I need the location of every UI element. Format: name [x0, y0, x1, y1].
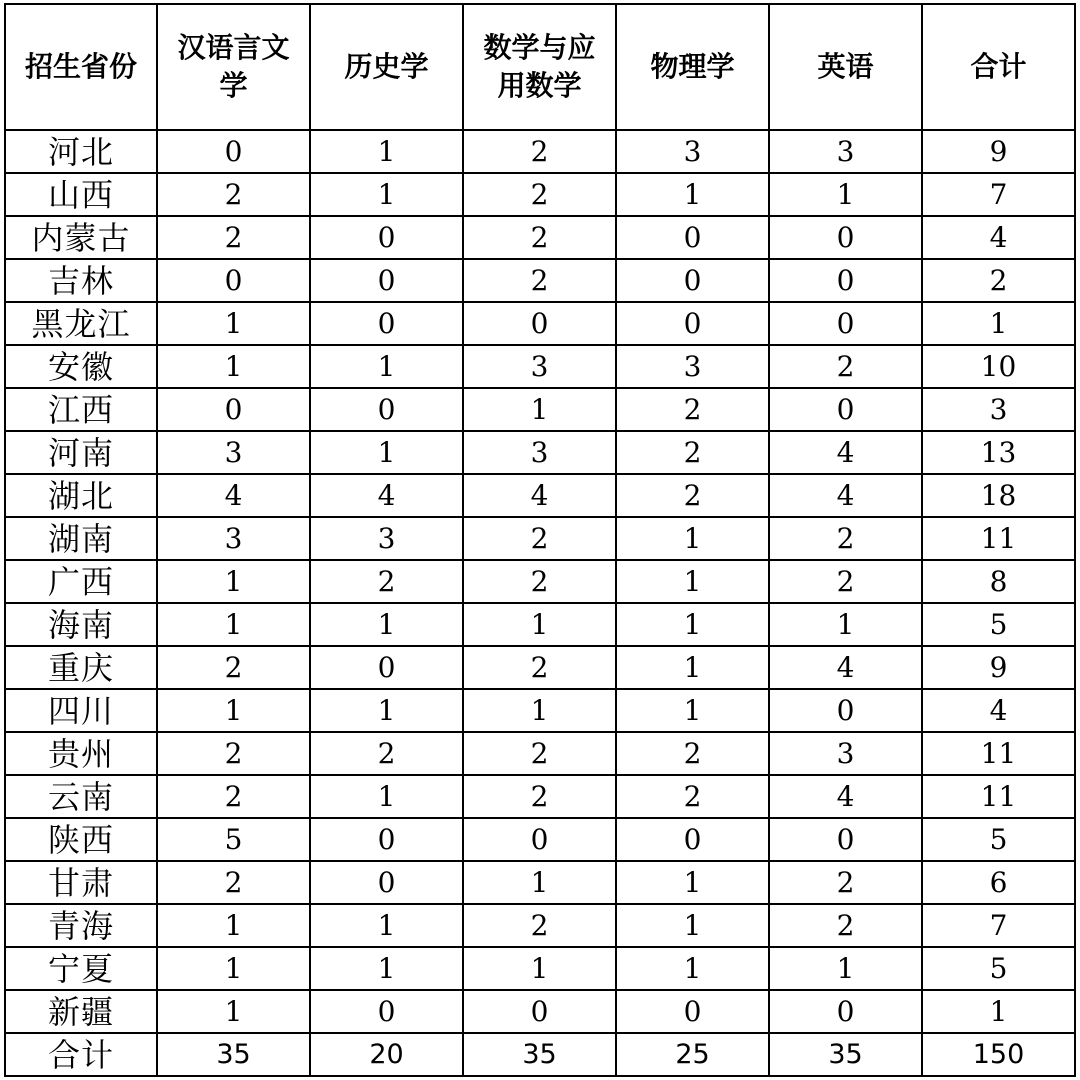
count-cell: 0	[769, 818, 922, 861]
count-cell: 1	[157, 947, 310, 990]
count-cell: 35	[463, 1033, 616, 1076]
count-cell: 1	[157, 302, 310, 345]
header-row	[5, 4, 1075, 130]
row-total-cell: 13	[922, 431, 1075, 474]
count-cell: 5	[157, 818, 310, 861]
province-cell: 安徽	[5, 345, 157, 388]
count-cell: 1	[157, 560, 310, 603]
count-cell: 2	[157, 216, 310, 259]
count-cell: 0	[310, 216, 463, 259]
count-cell: 2	[463, 904, 616, 947]
province-cell: 河北	[5, 130, 157, 173]
count-cell: 0	[769, 302, 922, 345]
table-row	[5, 173, 1075, 216]
header-cell-chinese-literature: 汉语言文学	[157, 4, 310, 130]
count-cell: 0	[310, 388, 463, 431]
count-cell: 2	[769, 517, 922, 560]
count-cell: 1	[616, 560, 769, 603]
count-cell: 0	[616, 302, 769, 345]
row-total-cell: 4	[922, 689, 1075, 732]
count-cell: 3	[769, 130, 922, 173]
count-cell: 1	[157, 345, 310, 388]
row-total-cell: 2	[922, 259, 1075, 302]
count-cell: 2	[769, 861, 922, 904]
row-total-cell: 5	[922, 818, 1075, 861]
table-body	[5, 130, 1075, 1076]
count-cell: 1	[310, 603, 463, 646]
row-total-cell: 6	[922, 861, 1075, 904]
count-cell: 4	[769, 775, 922, 818]
province-cell: 青海	[5, 904, 157, 947]
row-total-cell: 11	[922, 775, 1075, 818]
province-cell: 湖北	[5, 474, 157, 517]
province-cell: 黑龙江	[5, 302, 157, 345]
count-cell: 0	[157, 130, 310, 173]
row-total-cell: 9	[922, 130, 1075, 173]
province-cell: 陕西	[5, 818, 157, 861]
province-cell: 江西	[5, 388, 157, 431]
count-cell: 0	[310, 861, 463, 904]
province-cell: 广西	[5, 560, 157, 603]
count-cell: 1	[616, 947, 769, 990]
table-row	[5, 302, 1075, 345]
count-cell: 1	[157, 603, 310, 646]
enrollment-table	[4, 3, 1076, 1077]
count-cell: 35	[157, 1033, 310, 1076]
count-cell: 0	[310, 646, 463, 689]
count-cell: 0	[157, 259, 310, 302]
table-row	[5, 431, 1075, 474]
count-cell: 4	[463, 474, 616, 517]
count-cell: 0	[769, 689, 922, 732]
count-cell: 0	[463, 302, 616, 345]
header-cell-english: 英语	[769, 4, 922, 130]
count-cell: 2	[310, 560, 463, 603]
count-cell: 0	[310, 818, 463, 861]
header-cell-mathematics: 数学与应用数学	[463, 4, 616, 130]
count-cell: 1	[310, 775, 463, 818]
province-cell: 四川	[5, 689, 157, 732]
count-cell: 4	[769, 431, 922, 474]
province-cell: 甘肃	[5, 861, 157, 904]
count-cell: 3	[463, 345, 616, 388]
count-cell: 2	[463, 216, 616, 259]
count-cell: 2	[310, 732, 463, 775]
count-cell: 0	[310, 302, 463, 345]
total-row	[5, 1033, 1075, 1076]
count-cell: 1	[310, 130, 463, 173]
count-cell: 4	[769, 474, 922, 517]
count-cell: 3	[769, 732, 922, 775]
province-cell: 重庆	[5, 646, 157, 689]
row-total-cell: 5	[922, 947, 1075, 990]
row-total-cell: 7	[922, 904, 1075, 947]
count-cell: 1	[616, 689, 769, 732]
header-cell-total: 合计	[922, 4, 1075, 130]
count-cell: 4	[157, 474, 310, 517]
count-cell: 3	[157, 517, 310, 560]
table-row	[5, 603, 1075, 646]
count-cell: 2	[157, 861, 310, 904]
count-cell: 2	[463, 130, 616, 173]
count-cell: 2	[616, 431, 769, 474]
province-cell: 湖南	[5, 517, 157, 560]
count-cell: 0	[463, 818, 616, 861]
count-cell: 1	[157, 689, 310, 732]
count-cell: 1	[463, 603, 616, 646]
header-cell-physics: 物理学	[616, 4, 769, 130]
province-cell: 贵州	[5, 732, 157, 775]
table-row	[5, 904, 1075, 947]
count-cell: 1	[310, 431, 463, 474]
count-cell: 2	[157, 775, 310, 818]
count-cell: 1	[463, 388, 616, 431]
count-cell: 0	[769, 388, 922, 431]
row-total-cell: 9	[922, 646, 1075, 689]
table-row	[5, 990, 1075, 1033]
count-cell: 1	[463, 689, 616, 732]
row-total-cell: 10	[922, 345, 1075, 388]
row-total-cell: 1	[922, 302, 1075, 345]
count-cell: 1	[463, 947, 616, 990]
count-cell: 2	[463, 173, 616, 216]
table-row	[5, 345, 1075, 388]
province-cell: 山西	[5, 173, 157, 216]
count-cell: 0	[769, 259, 922, 302]
count-cell: 1	[310, 904, 463, 947]
row-total-cell: 150	[922, 1033, 1075, 1076]
row-total-cell: 3	[922, 388, 1075, 431]
count-cell: 1	[769, 173, 922, 216]
count-cell: 2	[616, 474, 769, 517]
count-cell: 20	[310, 1033, 463, 1076]
province-cell: 宁夏	[5, 947, 157, 990]
table-row	[5, 388, 1075, 431]
count-cell: 1	[616, 517, 769, 560]
count-cell: 1	[616, 646, 769, 689]
count-cell: 2	[463, 259, 616, 302]
count-cell: 2	[463, 646, 616, 689]
count-cell: 2	[157, 732, 310, 775]
row-total-cell: 5	[922, 603, 1075, 646]
count-cell: 1	[616, 861, 769, 904]
count-cell: 1	[157, 904, 310, 947]
count-cell: 2	[769, 345, 922, 388]
count-cell: 25	[616, 1033, 769, 1076]
count-cell: 0	[616, 818, 769, 861]
row-total-cell: 1	[922, 990, 1075, 1033]
count-cell: 1	[769, 603, 922, 646]
table-row	[5, 947, 1075, 990]
count-cell: 3	[157, 431, 310, 474]
header-cell-history: 历史学	[310, 4, 463, 130]
count-cell: 1	[310, 345, 463, 388]
province-cell: 合计	[5, 1033, 157, 1076]
table-row	[5, 818, 1075, 861]
count-cell: 2	[157, 646, 310, 689]
count-cell: 0	[463, 990, 616, 1033]
count-cell: 0	[310, 990, 463, 1033]
count-cell: 1	[769, 947, 922, 990]
province-cell: 新疆	[5, 990, 157, 1033]
table-row	[5, 732, 1075, 775]
row-total-cell: 11	[922, 732, 1075, 775]
table-row	[5, 560, 1075, 603]
count-cell: 1	[310, 173, 463, 216]
province-cell: 云南	[5, 775, 157, 818]
count-cell: 35	[769, 1033, 922, 1076]
table-row	[5, 517, 1075, 560]
count-cell: 0	[616, 990, 769, 1033]
count-cell: 4	[769, 646, 922, 689]
count-cell: 1	[310, 689, 463, 732]
count-cell: 2	[616, 775, 769, 818]
count-cell: 1	[310, 947, 463, 990]
count-cell: 2	[463, 775, 616, 818]
table-header	[5, 4, 1075, 130]
count-cell: 2	[616, 732, 769, 775]
row-total-cell: 8	[922, 560, 1075, 603]
count-cell: 3	[616, 130, 769, 173]
count-cell: 2	[157, 173, 310, 216]
table-row	[5, 775, 1075, 818]
table-row	[5, 259, 1075, 302]
province-cell: 内蒙古	[5, 216, 157, 259]
count-cell: 1	[616, 173, 769, 216]
count-cell: 2	[769, 904, 922, 947]
province-cell: 吉林	[5, 259, 157, 302]
count-cell: 0	[769, 216, 922, 259]
count-cell: 0	[157, 388, 310, 431]
table-row	[5, 861, 1075, 904]
table-row	[5, 646, 1075, 689]
count-cell: 3	[463, 431, 616, 474]
header-cell-province: 招生省份	[5, 4, 157, 130]
row-total-cell: 11	[922, 517, 1075, 560]
count-cell: 1	[463, 861, 616, 904]
row-total-cell: 4	[922, 216, 1075, 259]
count-cell: 2	[463, 732, 616, 775]
table-row	[5, 689, 1075, 732]
count-cell: 1	[157, 990, 310, 1033]
table-row	[5, 474, 1075, 517]
row-total-cell: 18	[922, 474, 1075, 517]
count-cell: 0	[616, 216, 769, 259]
count-cell: 3	[310, 517, 463, 560]
count-cell: 2	[463, 560, 616, 603]
province-cell: 海南	[5, 603, 157, 646]
count-cell: 4	[310, 474, 463, 517]
count-cell: 1	[616, 603, 769, 646]
table-row	[5, 216, 1075, 259]
count-cell: 2	[463, 517, 616, 560]
count-cell: 2	[616, 388, 769, 431]
count-cell: 0	[769, 990, 922, 1033]
row-total-cell: 7	[922, 173, 1075, 216]
province-cell: 河南	[5, 431, 157, 474]
count-cell: 3	[616, 345, 769, 388]
count-cell: 0	[616, 259, 769, 302]
count-cell: 0	[310, 259, 463, 302]
count-cell: 1	[616, 904, 769, 947]
count-cell: 2	[769, 560, 922, 603]
table-row	[5, 130, 1075, 173]
